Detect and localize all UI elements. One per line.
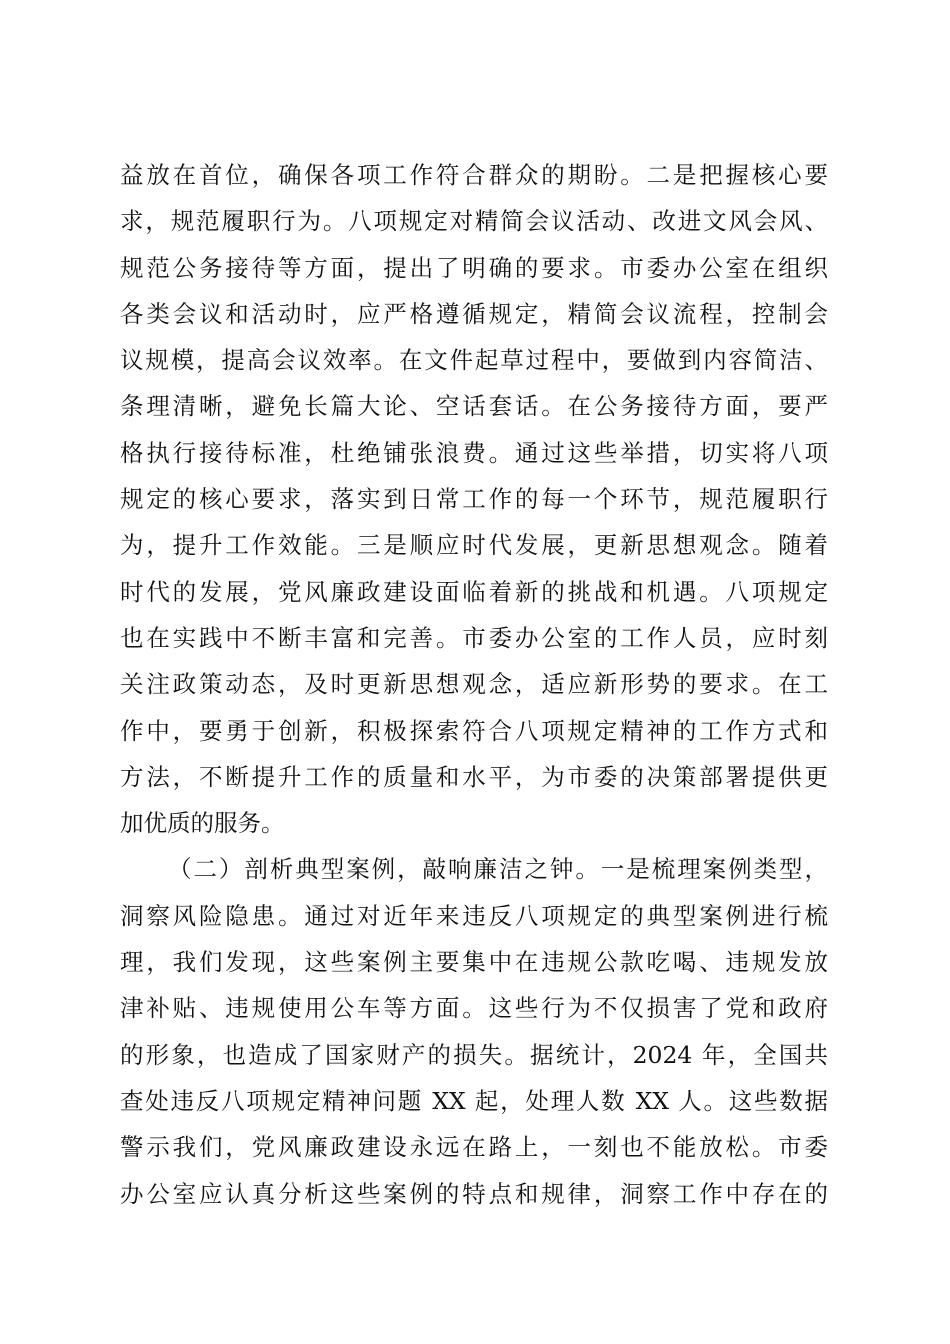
text-line: 关注政策动态，及时更新思想观念，适应新形势的要求。在工 bbox=[120, 670, 828, 699]
text-line: 理，我们发现，这些案例主要集中在违规公款吃喝、违规发放 bbox=[120, 948, 828, 977]
text-line: 方法，不断提升工作的质量和水平，为市委的决策部署提供更 bbox=[120, 762, 828, 791]
text-line: 议规模，提高会议效率。在文件起草过程中，要做到内容简洁、 bbox=[120, 346, 828, 375]
text-line: 规定的核心要求，落实到日常工作的每一个环节，规范履职行 bbox=[120, 485, 828, 514]
text-line: 为，提升工作效能。三是顺应时代发展，更新思想观念。随着 bbox=[120, 531, 828, 560]
text-line: 津补贴、违规使用公车等方面。这些行为不仅损害了党和政府 bbox=[120, 994, 828, 1023]
text-line: 求，规范履职行为。八项规定对精简会议活动、改进文风会风、 bbox=[120, 207, 828, 236]
paragraph-2 bbox=[120, 846, 828, 1216]
text-line: 规范公务接待等方面，提出了明确的要求。市委办公室在组织 bbox=[120, 253, 828, 282]
text-line: 查处违反八项规定精神问题 XX 起，处理人数 XX 人。这些数据 bbox=[120, 1086, 828, 1115]
text-line: 也在实践中不断丰富和完善。市委办公室的工作人员，应时刻 bbox=[120, 623, 828, 652]
paragraph-1 bbox=[120, 152, 828, 846]
text-line: 益放在首位，确保各项工作符合群众的期盼。二是把握核心要 bbox=[120, 161, 828, 189]
text-line: 各类会议和活动时，应严格遵循规定，精简会议流程，控制会 bbox=[120, 299, 828, 328]
text-line: 作中，要勇于创新，积极探索符合八项规定精神的工作方式和 bbox=[120, 716, 828, 745]
text-line: 办公室应认真分析这些案例的特点和规律，洞察工作中存在的 bbox=[120, 1179, 828, 1208]
document-body bbox=[120, 152, 828, 1217]
text-line: 加优质的服务。 bbox=[120, 809, 285, 838]
section-heading-line: （二）剖析典型案例，敲响廉洁之钟。一是梳理案例类型， bbox=[168, 855, 828, 884]
text-line: 警示我们，党风廉政建设永远在路上，一刻也不能放松。市委 bbox=[120, 1133, 828, 1162]
text-line: 的形象，也造成了国家财产的损失。据统计，2024 年，全国共 bbox=[120, 1040, 828, 1069]
text-line: 洞察风险隐患。通过对近年来违反八项规定的典型案例进行梳 bbox=[120, 901, 828, 930]
text-line: 格执行接待标准，杜绝铺张浪费。通过这些举措，切实将八项 bbox=[120, 438, 828, 467]
text-line: 条理清晰，避免长篇大论、空话套话。在公务接待方面，要严 bbox=[120, 392, 828, 421]
text-line: 时代的发展，党风廉政建设面临着新的挑战和机遇。八项规定 bbox=[120, 577, 828, 606]
